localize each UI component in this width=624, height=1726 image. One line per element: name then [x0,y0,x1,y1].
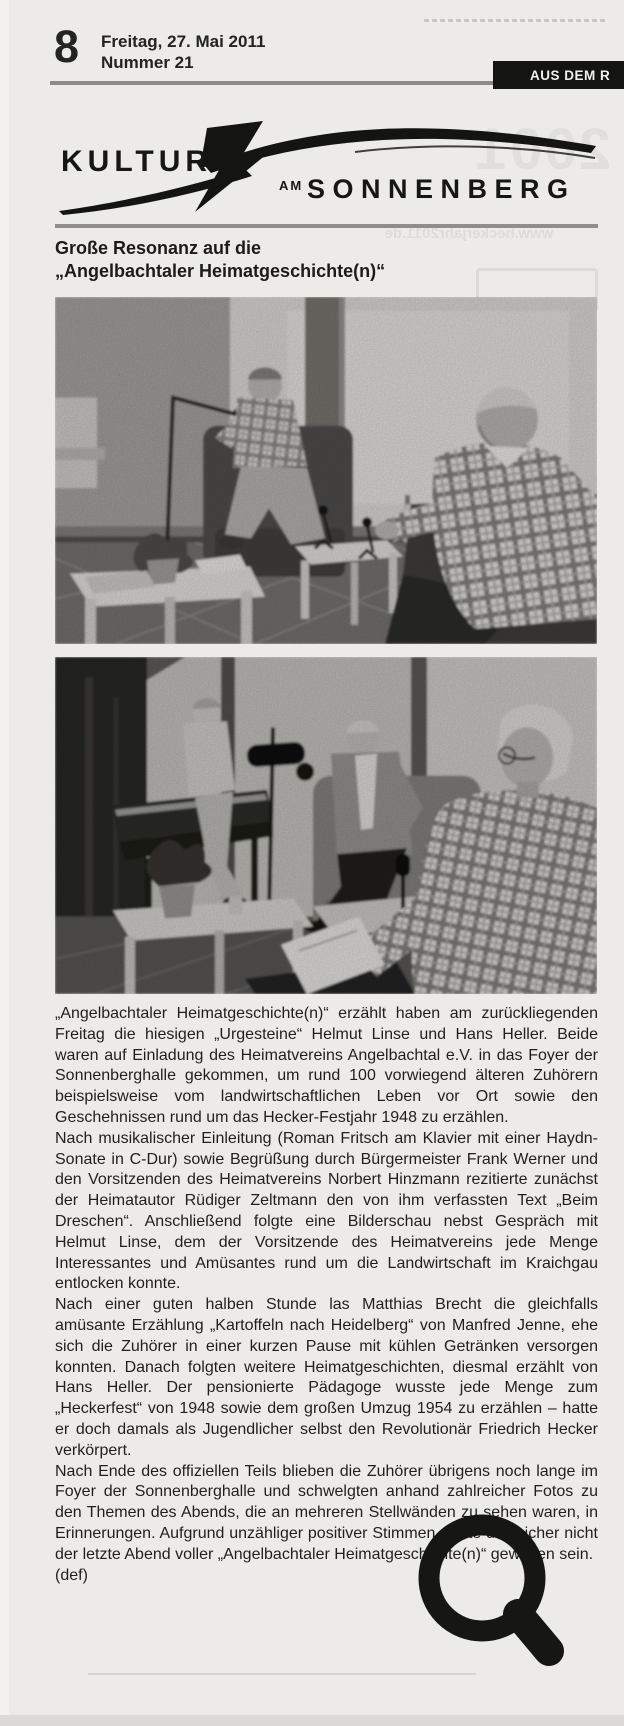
logo-text-kultur: KULTUR [61,145,213,178]
header-rule [50,81,496,85]
bleedthrough-big-text: 2001 [473,117,611,182]
issue-date: Freitag, 27. Mai 2011 [101,32,266,51]
article-paragraph-3: Nach einer guten halben Stunde las Matthias Brecht die gleichfalls amüsante Erzählung „Kartoffeln nach Heidelberg“ von Manfred Jenne, ehe sich die Zuhörer in einer kurzen Pause mit kühlen Getränken versorgen konnten. Danach folgten weitere Heimatgeschichten, diesmal erzählt von Hans Heller. Der pensionierte Pädagoge wusste jede Menge zum „Heckerfest“ von 1948 sowie dem großen Umzug 1954 zu erzählen – hatte er doch damals als Jugendlicher selbst den Revolutionär Friedrich Hecker verkörpert. [55,1296,598,1459]
issue-number: Nummer 21 [101,53,194,72]
headline-line2: „Angelbachtaler Heimatgeschichte(n)“ [55,261,386,281]
article-paragraph-1: „Angelbachtaler Heimatgeschichte(n)“ erzählt haben am zurückliegenden Freitag die hiesigen „Urgesteine“ Helmut Linse und Hans Heller. Beide waren auf Einladung des Heimatvereins Angelbachtal e.V. in das Foyer der Sonnenberghalle gekommen, um rund 100 vorwiegend älteren Zuhörern beispielsweise vom landwirtschaftlichen Leben vor Ort sowie den Geschehnissen rund um das Hecker-Festjahr 1948 zu erzählen. [55,1005,598,1126]
kultur-am-sonnenberg-logo [55,118,598,218]
logo-graphic [55,118,598,218]
author-signature: (def) [55,1566,88,1584]
article-paragraph-4: Nach Ende des offiziellen Teils blieben die Zuhörer übrigens noch lange im Foyer der Sonnenberghalle und schwelgten anhand zahlreicher Fotos zu den Themen des Abends, die an mehreren Stellwänden zu sehen waren, in Erinnerungen. Aufgrund unzähliger positiver Stimmen dürfte das sicher nicht der letzte Abend voller „Angelbachtaler Heimatgeschichte(n)“ gewesen sein. [55,1462,598,1563]
photo-2-graphic [55,657,597,994]
scan-edge-left [0,0,9,1726]
bleedthrough-topline [424,19,606,22]
article-body [55,1004,598,1586]
page-number: 8 [54,21,79,72]
article-headline [55,237,575,283]
logo-rule [55,224,598,228]
photo-2 [55,657,597,994]
photo-1-graphic [55,297,597,644]
logo-text-sonnenberg: SONNENBERG [307,174,576,204]
scan-edge-bottom [0,1715,624,1726]
issue-info [101,31,265,73]
bleedthrough-url: www.heckerjahr2011.de [384,225,554,242]
section-tag: AUS DEM R [493,61,624,89]
logo-text-am: AM [279,178,304,193]
magnifier-icon[interactable] [408,1503,574,1675]
headline-line1: Große Resonanz auf die [55,238,262,258]
article-paragraph-2: Nach musikalischer Einleitung (Roman Fritsch am Klavier mit einer Haydn-Sonate in C-Dur) sowie Begrüßung durch Bürgermeister Frank Werner und den Vorsitzenden des Heimatvereins Norbert Hinzmann rezitierte zunächst der Heimatautor Rüdiger Zeltmann den von ihm verfassten Text „Beim Dreschen“. Anschließend folgte eine Bilderschau nebst Gespräch mit Helmut Linse, dem der Vorsitzende des Heimatvereins jede Menge Interessantes und Amüsantes rund um die Landwirtschaft im Kraichgau entlocken konnte. [55,1129,598,1293]
photo-1 [55,297,597,644]
